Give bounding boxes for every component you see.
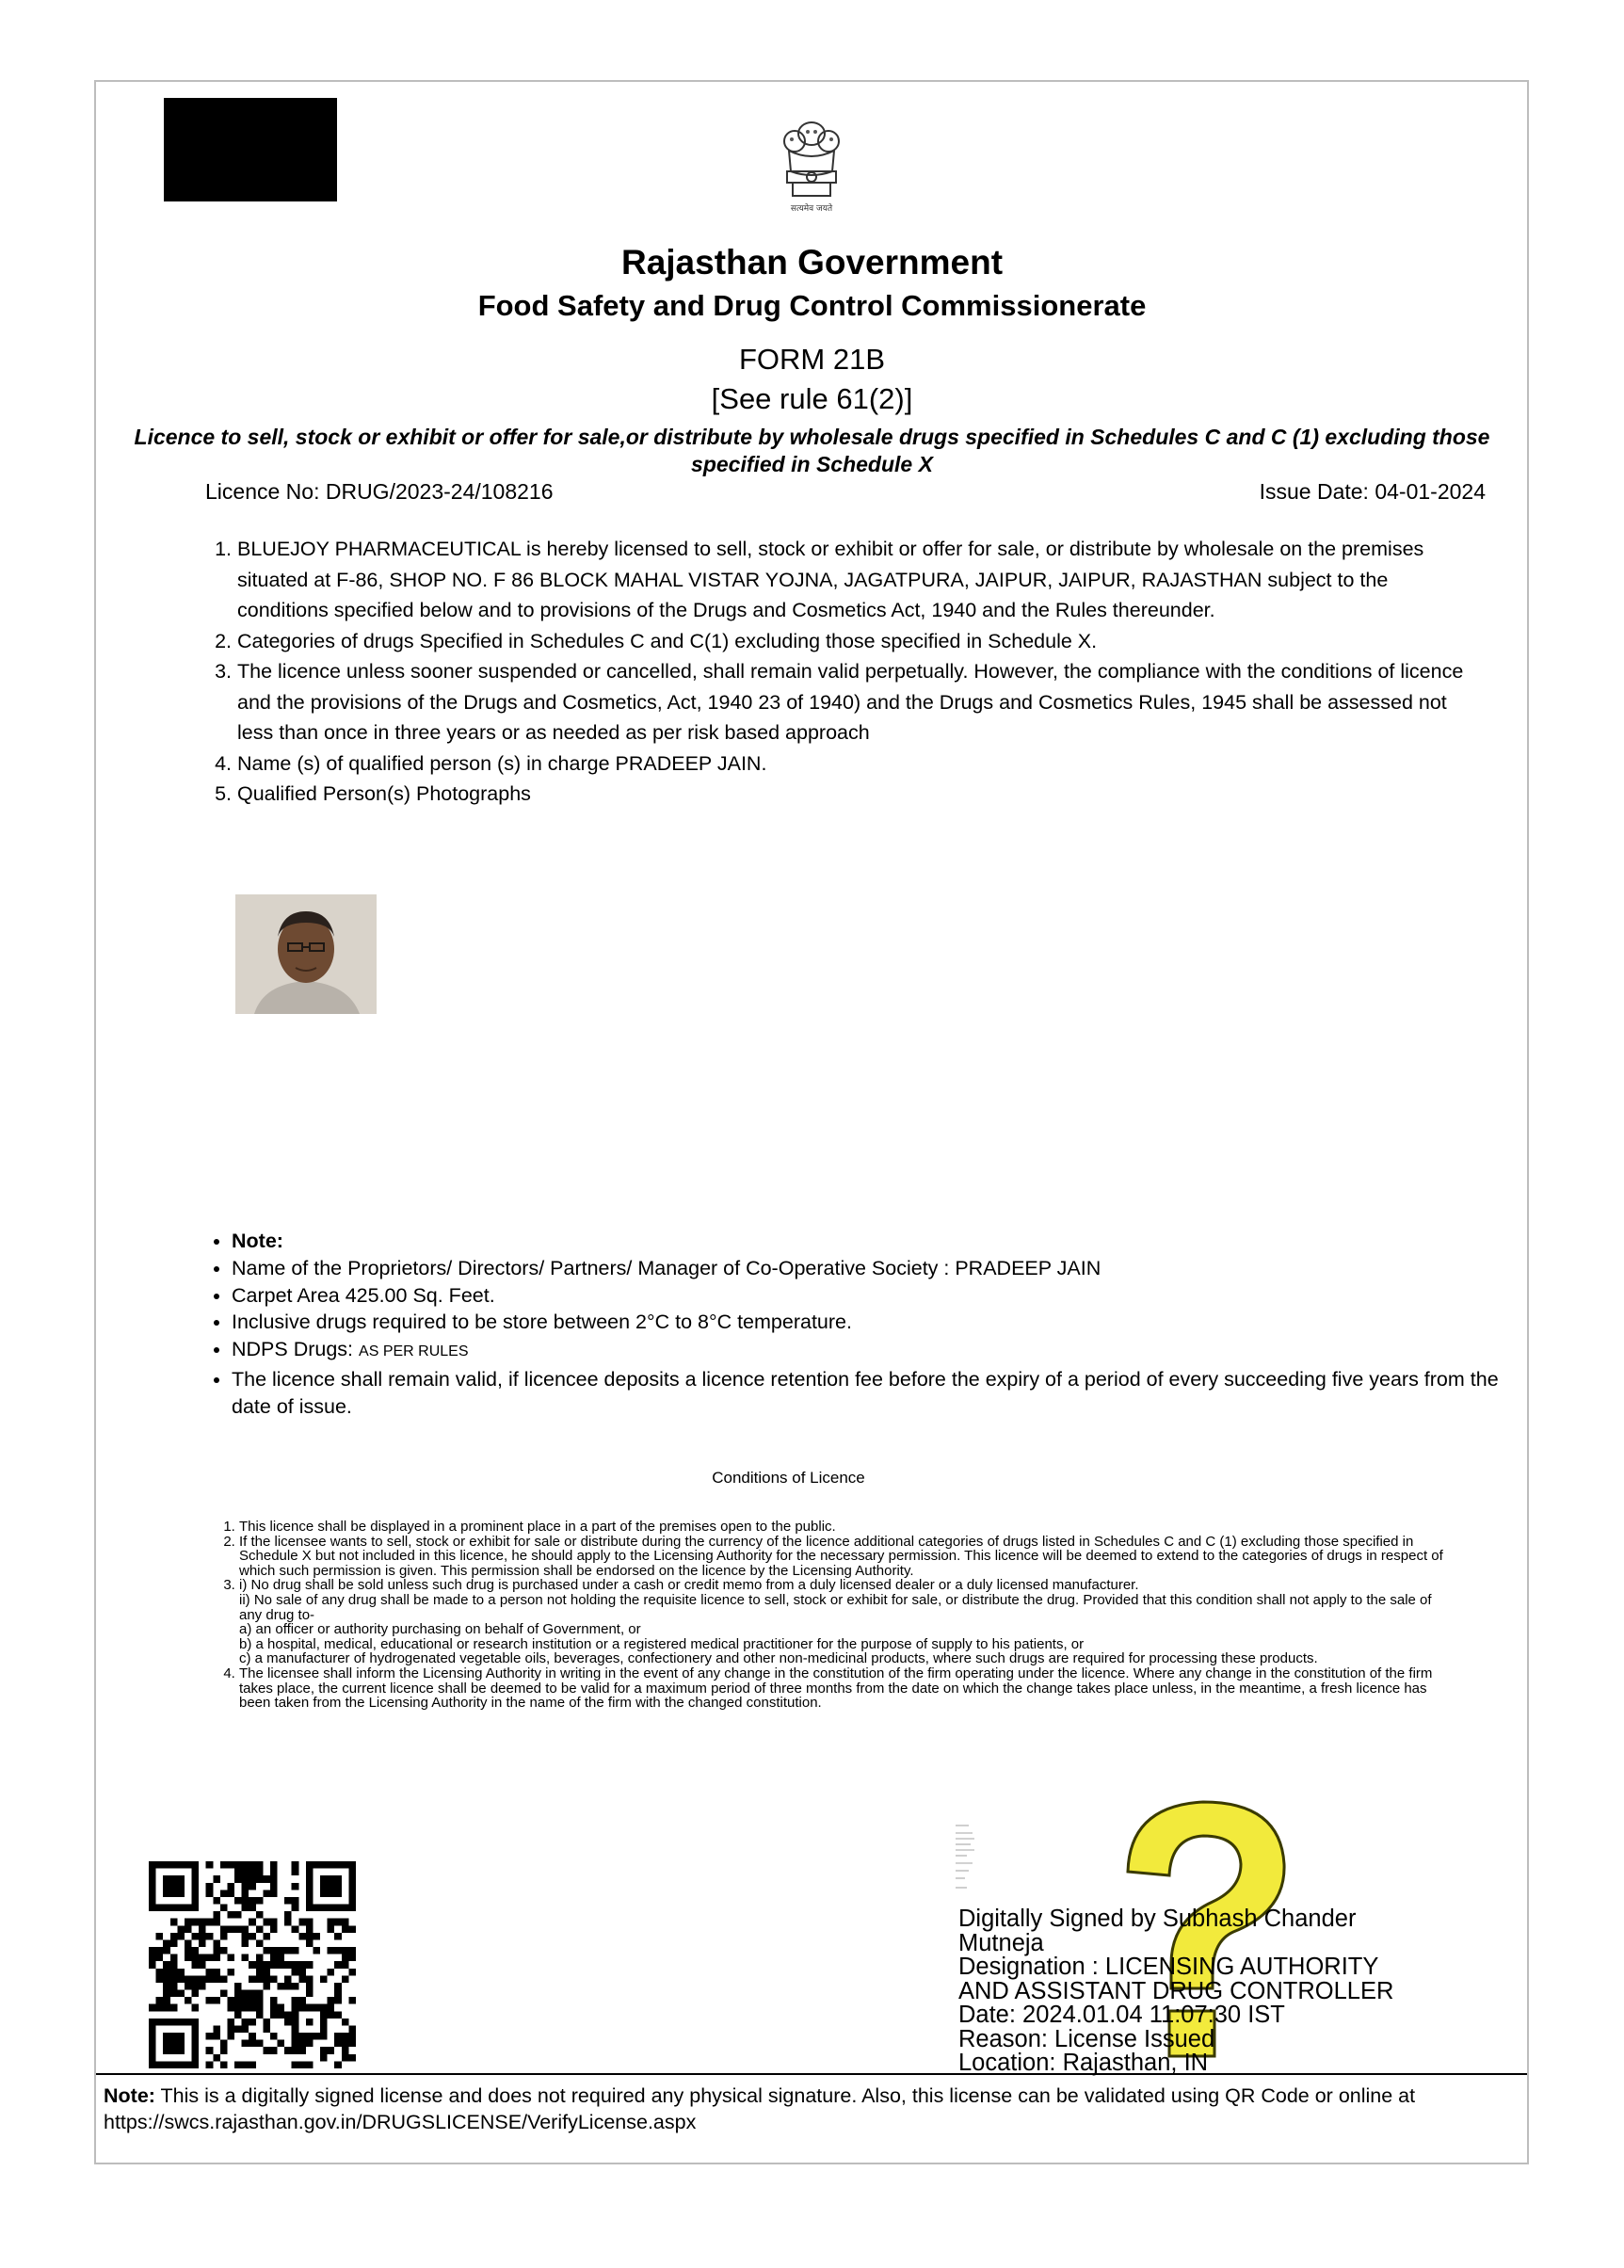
licence-description: Licence to sell, stock or exhibit or offer for sale,or distribute by wholesale drugs specified in Schedules C and C (1) excluding those specified in Schedule X — [134, 425, 1490, 476]
ndps-value: AS PER RULES — [359, 1343, 469, 1360]
clause-item: 5. Qualified Person(s) Photographs — [237, 779, 1471, 810]
ndps-note: • NDPS Drugs: AS PER RULES — [232, 1336, 1503, 1366]
digital-signature — [958, 1907, 1486, 2076]
notes-list — [205, 1228, 1503, 1421]
condition-item: 1. This licence shall be displayed in a prominent place in a part of the premises open to the public. — [239, 1520, 1454, 1535]
issue-date: Issue Date: 04-01-2024 — [1259, 479, 1486, 504]
condition-item: 2. If the licensee wants to sell, stock or exhibit for sale or distribute during the currency of the licence additional categories of drugs listed in Schedules C and C (1) excluding those specified in Schedule X but not included in this licence, he should apply to the Licensing Authority for the necessary permission. This licence will be deemed to extend to the categories of drugs in respect of which such permission is given. This permission shall be endorsed on the licence by the Licensing Authority. — [239, 1535, 1454, 1579]
department-title: Food Safety and Drug Control Commissionerate — [477, 289, 1147, 322]
notes-heading: • Note: — [232, 1228, 1503, 1255]
conditions-list — [215, 1520, 1454, 1711]
signature-mini-text — [956, 1822, 976, 1897]
sign-reason: Reason: License Issued — [958, 2025, 1215, 2052]
footer-note: Note: This is a digitally signed license and does not required any physical signature. Also, this license can be validated using QR Code or online at https://swcs.rajasthan.gov.in/DRUGSLICENSE/VerifyLicense.aspx — [104, 2084, 1416, 2133]
qr-code[interactable] — [149, 1861, 356, 2068]
licence-clauses — [205, 534, 1471, 810]
carpet-area-note: • Carpet Area 425.00 Sq. Feet. — [232, 1282, 1503, 1310]
sign-location: Location: Rajasthan, IN — [958, 2050, 1209, 2076]
condition-item: 3. i) No drug shall be sold unless such drug is purchased under a cash or credit memo from a duly licensed dealer or a duly licensed manufacturer. ii) No sale of any drug shall be made to a person not holding the requisite licence to sell, stock or exhibit for sale, or distribute the drug. Provided that this condition shall not apply to the sale of any drug to- a) an officer or authority purchasing on behalf of Government, or b) a hospital, medical, educational or research institution or a registered medical practitioner for the purpose of supply to his patients, or c) a manufacturer of hydrogenated vegetable oils, beverages, confectionery and other non-medicinal products, where such drugs are required for processing these products. — [239, 1578, 1454, 1666]
sign-date: Date: 2024.01.04 11:07:30 IST — [958, 2002, 1285, 2028]
redaction-block — [164, 98, 337, 201]
qualified-person-photo — [235, 894, 377, 1014]
condition-item: 4. The licensee shall inform the Licensing Authority in writing in the event of any change in the constitution of the firm operating under the licence. Where any change in the constitution of the firm takes place, the current licence shall be deemed to be valid for a maximum period of three months from the date on which the change takes place unless, in the meantime, a fresh licence has been taken from the Licensing Authority in the name of the firm with the changed constitution. — [239, 1666, 1454, 1711]
footer-divider — [96, 2073, 1527, 2075]
validity-note: • The licence shall remain valid, if licencee deposits a licence retention fee before the expiry of a period of every succeeding five years from the date of issue. — [232, 1366, 1503, 1421]
clause-item: 3. The licence unless sooner suspended or cancelled, shall remain valid perpetually. However, the compliance with the conditions of licence and the provisions of the Drugs and Cosmetics, Act, 1940 23 of 1940) and the Drugs and Cosmetics Rules, 1945 shall be assessed not less than once in three years or as needed as per risk based approach — [237, 656, 1471, 748]
clause-item: 4. Name (s) of qualified person (s) in charge PRADEEP JAIN. — [237, 748, 1471, 780]
state-emblem-icon — [764, 113, 859, 217]
licence-number: Licence No: DRUG/2023-24/108216 — [205, 479, 554, 504]
signed-by-line: Digitally Signed by Subhash Chander — [958, 1906, 1357, 1932]
form-rule: [See rule 61(2)] — [711, 382, 913, 415]
clause-item: 2. Categories of drugs Specified in Schedules C and C(1) excluding those specified in Schedule X. — [237, 626, 1471, 657]
proprietor-note: • Name of the Proprietors/ Directors/ Partners/ Manager of Co-Operative Society : PRADEEP JAIN — [232, 1255, 1503, 1282]
form-title: FORM 21B — [738, 343, 886, 376]
conditions-title: Conditions of Licence — [712, 1469, 865, 1487]
designation-line: Designation : LICENSING AUTHORITY — [958, 1954, 1379, 1980]
designation-line-2: AND ASSISTANT DRUG CONTROLLER — [958, 1977, 1394, 2004]
clause-item: 1. BLUEJOY PHARMACEUTICAL is hereby licensed to sell, stock or exhibit or offer for sale, or distribute by wholesale on the premises situated at F-86, SHOP NO. F 86 BLOCK MAHAL VISTAR YOJNA, JAGATPURA, JAIPUR, JAIPUR, RAJASTHAN subject to the conditions specified below and to provisions of the Drugs and Cosmetics Act, 1940 and the Rules thereunder. — [237, 534, 1471, 626]
svg-text:सत्यमेव जयते: सत्यमेव जयते — [790, 204, 833, 214]
signer-surname: Mutneja — [958, 1929, 1044, 1956]
government-title: Rajasthan Government — [620, 243, 1004, 281]
temperature-note: • Inclusive drugs required to be store between 2°C to 8°C temperature. — [232, 1309, 1503, 1336]
